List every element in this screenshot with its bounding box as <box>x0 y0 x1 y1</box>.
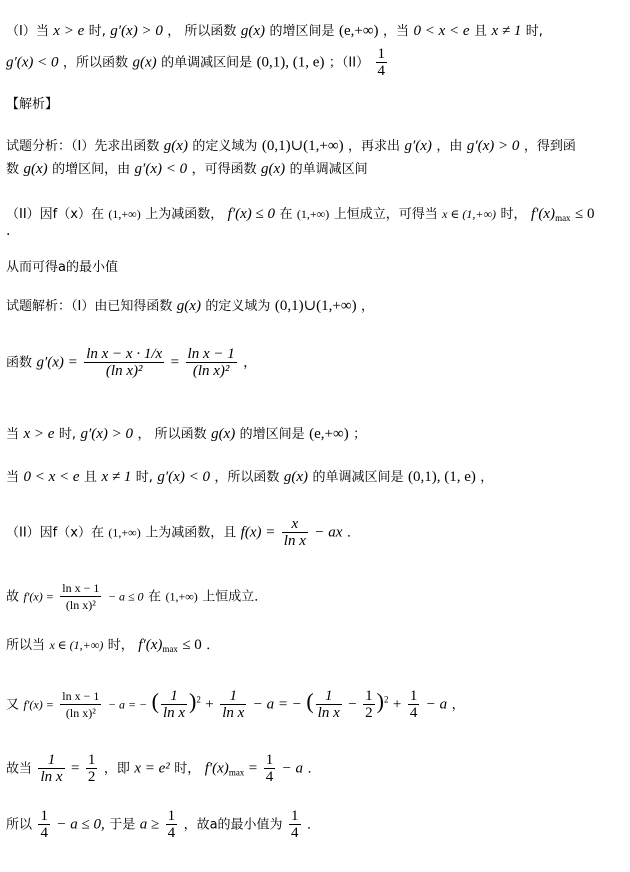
solution-part2-line-4: 又 f′(x) = $\frac{\text{ln x − 1}}{\text{(ln x)²}}$ − a = − ( $\frac{1}{\text{ln x}}$ )$^2$ + $\frac{1}{\text{ln x}}$ − a = − ( $\frac{1}{\text{ln x}}$ − $\frac{1}{2}$ )$^2$ + $\frac{1}{4}$ − a ， <box>6 688 465 721</box>
analysis-line-3-period: . <box>6 223 11 239</box>
fraction-one-half-2: $\frac{1}{2}$ <box>87 752 96 785</box>
analysis-line-2: 数 g(x) 的增区间，由 g′(x) < 0 ，可得函数 g(x) 的单调减区间 <box>6 161 368 177</box>
fraction-fprime-2: $\frac{\text{ln x − 1}}{\text{(ln x)²}}$ <box>62 689 100 720</box>
fraction-one-half: $\frac{1}{2}$ <box>365 688 373 721</box>
solution-line-1: 试题解析：（I）由已知得函数 g(x) 的定义域为 (0,1)∪(1,+∞) ， <box>6 298 375 314</box>
solution-line-increase: 当 x > e 时, g′(x) > 0 ， 所以函数 g(x) 的增区间是 (e,+∞) ； <box>6 426 367 442</box>
fraction-1-over-lnx-d: $\frac{1}{\text{ln x}}$ <box>40 752 63 785</box>
solution-part2-line-2: 故 f′(x) = $\frac{\text{ln x − 1}}{\text{(ln x)²}}$ − a ≤ 0 在 (1,+∞) 上恒成立． <box>6 581 268 612</box>
fraction-1-over-lnx-c: $\frac{1}{\text{ln x}}$ <box>317 688 340 721</box>
analysis-line-4: 从而可得a的最小值 <box>6 260 118 275</box>
fraction-one-quarter-6: $\frac{1}{4}$ <box>291 808 299 841</box>
answer-line-1: （I）当 x > e 时, g′(x) > 0 ， 所以函数 g(x) 的增区间是 (e,+∞) ，当 0 < x < e 且 x ≠ 1 时, <box>6 23 543 39</box>
fraction-fprime: $\frac{\text{ln x − 1}}{\text{(ln x)²}}$ <box>62 581 100 612</box>
fraction-x-over-lnx: $\frac{x}{\text{ln x}}$ <box>283 516 306 549</box>
fraction-derivative-simplified: $\frac{\text{ln x − 1}}{\text{(ln x)²}}$ <box>187 346 235 379</box>
fraction-one-quarter-5: $\frac{1}{4}$ <box>167 808 176 841</box>
solution-part2-line-6: 所以 $\frac{1}{4}$ − a ≤ 0, 于是 a ≥ $\frac{1}{4}$ ，故a的最小值为 $\frac{1}{4}$ ． <box>6 808 320 841</box>
fraction-derivative: $\frac{\text{ln x − x · 1/x}}{\text{(ln x)²}}$ <box>86 346 163 379</box>
fraction-one-quarter-2: $\frac{1}{4}$ <box>409 688 418 721</box>
fraction-one-quarter-3: $\frac{1}{4}$ <box>265 752 274 785</box>
solution-part2-line-3: 所以当 x ∈ (1,+∞) 时， $f'(x)_{max} \le 0$ ． <box>6 637 220 654</box>
fraction-1-over-lnx-b: $\frac{1}{\text{ln x}}$ <box>222 688 245 721</box>
fraction-one-quarter: $\frac{1}{4}$ <box>377 46 386 79</box>
fraction-one-quarter-4: $\frac{1}{4}$ <box>40 808 48 841</box>
solution-line-decrease: 当 0 < x < e 且 x ≠ 1 时, g′(x) < 0 ，所以函数 g(x) 的单调减区间是 (0,1), (1, e) ， <box>6 469 494 485</box>
solution-part2-line-1: （II）因f（x）在 (1,+∞) 上为减函数，且 f(x) = $\frac{x}{\text{ln x}}$ − ax ． <box>6 516 360 549</box>
answer-line-2: g′(x) < 0 ，所以函数 g(x) 的单调减区间是 (0,1), (1, e) ；（II） $\frac{1}{4}$ <box>6 46 386 79</box>
solution-part2-line-5: 故当 $\frac{1}{\text{ln x}}$ = $\frac{1}{2}$ ，即 x = e² 时， $f'(x)_{max}$ = $\frac{1}{4}$ − a ． <box>6 752 321 785</box>
analysis-heading: 【解析】 <box>6 97 59 112</box>
fraction-1-over-lnx-a: $\frac{1}{\text{ln x}}$ <box>162 688 186 721</box>
solution-derivative-line: 函数 g′(x) = $\frac{\text{ln x − x · 1/x}}{\text{(ln x)²}}$ = $\frac{\text{ln x − 1}}{\text{(ln x)²}}$ ， <box>6 346 257 379</box>
analysis-line-3: （II）因f（x）在 (1,+∞) 上为减函数， f′(x) ≤ 0 在 (1,+∞) 上恒成立，可得当 x ∈ (1,+∞) 时， $f'(x)_{max} \le 0$ <box>6 206 595 223</box>
analysis-line-1: 试题分析：（I）先求出函数 g(x) 的定义域为 (0,1)∪(1,+∞) ，再求出 g′(x) ，由 g′(x) > 0 ，得到函 <box>6 138 576 154</box>
